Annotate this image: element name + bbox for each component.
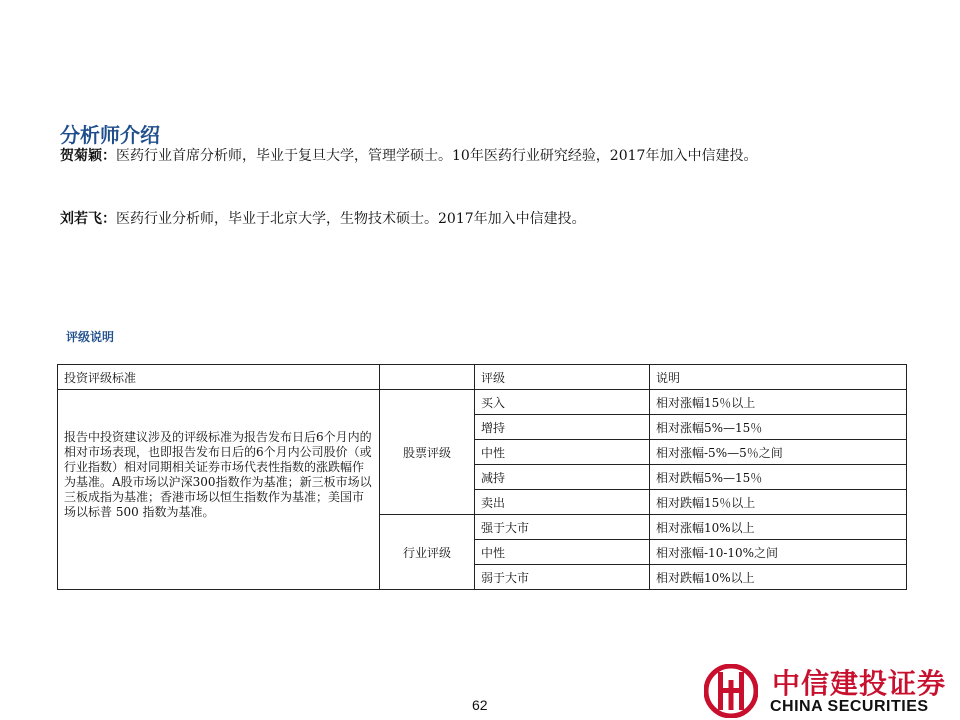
rating-desc: 相对跌幅15％以上 [650,490,907,515]
logo-chinese-text: 中信建投证券 [772,667,947,700]
rating-cell: 买入 [475,390,650,415]
rating-cell: 减持 [475,465,650,490]
standard-description: 报告中投资建议涉及的评级标准为报告发布日后6个月内的相对市场表现，也即报告发布日后的6个月内公司股价（或行业指数）相对同期相关证券市场代表性指数的涨跌幅作为基准。A股市场以沪深300指数作为基准；新三板市场以三板成指为基准；香港市场以恒生指数作为基准；美国市场以标普 500 指数为基准。 [58,390,380,590]
rating-desc: 相对跌幅5%—15％ [650,465,907,490]
rating-cell: 弱于大市 [475,565,650,590]
page-number: 62 [472,697,488,713]
rating-cell: 增持 [475,415,650,440]
header-rating: 评级 [475,365,650,390]
company-logo [704,662,960,720]
table-header-row [58,365,907,390]
rating-desc: 相对跌幅10%以上 [650,565,907,590]
rating-cell: 强于大市 [475,515,650,540]
rating-cell: 中性 [475,440,650,465]
section-title: 分析师介绍 [60,123,160,147]
rating-title: 评级说明 [66,330,115,344]
header-standard: 投资评级标准 [58,365,380,390]
analyst-text-1: 医药行业首席分析师，毕业于复旦大学，管理学硕士。10年医药行业研究经验，2017年加入中信建投。 [116,148,758,164]
table-row [58,390,907,415]
citic-logo-icon [704,664,758,718]
rating-cell: 卖出 [475,490,650,515]
analyst-name-1: 贺菊颖： [60,148,116,164]
rating-table [57,364,907,590]
logo-english-text: CHINA SECURITIES [770,698,929,715]
analyst-bio-2 [60,211,905,228]
rating-desc: 相对涨幅-10-10%之间 [650,540,907,565]
header-explanation: 说明 [650,365,907,390]
analyst-bio-1 [60,148,905,165]
rating-desc: 相对涨幅5%—15％ [650,415,907,440]
rating-desc: 相对涨幅-5%—5％之间 [650,440,907,465]
analyst-name-2: 刘若飞： [60,211,116,227]
industry-rating-label: 行业评级 [380,515,475,590]
stock-rating-label: 股票评级 [380,390,475,515]
rating-desc: 相对涨幅10%以上 [650,515,907,540]
rating-cell: 中性 [475,540,650,565]
rating-desc: 相对涨幅15％以上 [650,390,907,415]
analyst-text-2: 医药行业分析师，毕业于北京大学，生物技术硕士。2017年加入中信建投。 [116,211,586,227]
